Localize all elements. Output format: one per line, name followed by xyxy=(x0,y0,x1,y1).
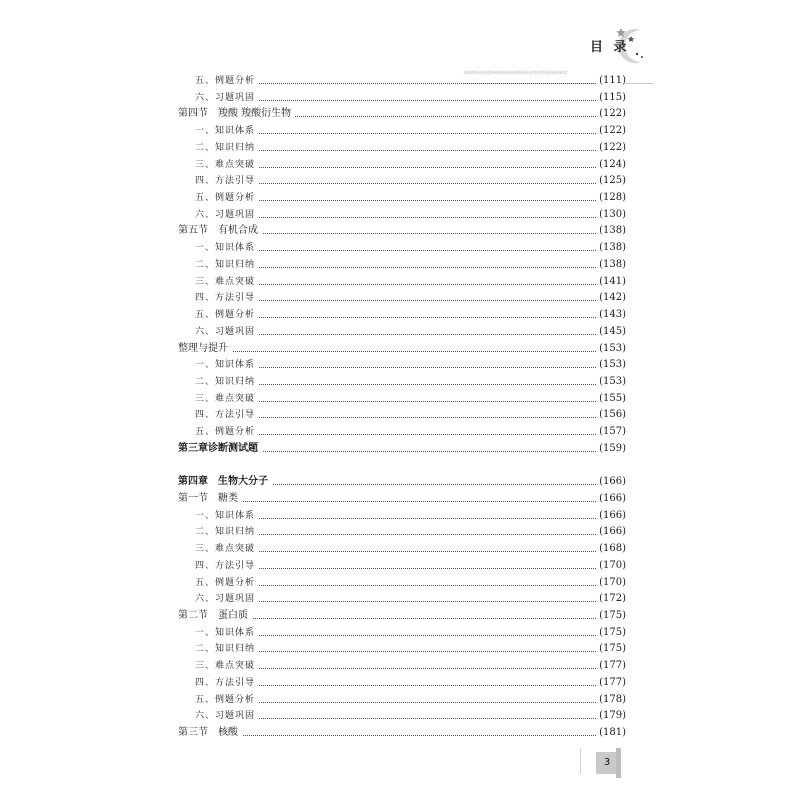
toc-entry xyxy=(178,441,626,458)
toc-entry xyxy=(178,106,626,123)
toc-entry-page: (153) xyxy=(596,357,626,374)
toc-entry-page: (178) xyxy=(596,692,626,709)
dot-leader xyxy=(195,551,626,552)
toc-entry-label: 一、知识体系 xyxy=(195,123,259,140)
toc-entry xyxy=(178,508,626,525)
toc-entry-label: 三、难点突破 xyxy=(195,391,259,408)
toc-entry xyxy=(178,625,626,642)
toc-entry-label: 六、习题巩固 xyxy=(195,207,259,224)
toc-entry xyxy=(178,558,626,575)
toc-entry xyxy=(178,290,626,307)
dot-leader xyxy=(195,183,626,184)
page-title: 目 录 xyxy=(590,40,630,55)
dot-leader xyxy=(195,300,626,301)
toc-entry-page: (130) xyxy=(596,207,626,224)
toc-entry-label: 二、知识归纳 xyxy=(195,257,259,274)
toc-entry-page: (141) xyxy=(596,274,626,291)
toc-entry-label: 五、例题分析 xyxy=(195,692,259,709)
dot-leader xyxy=(195,367,626,368)
toc-entry-label: 一、知识体系 xyxy=(195,625,259,642)
toc-entry-page: (145) xyxy=(596,324,626,341)
dot-leader xyxy=(195,568,626,569)
page-header xyxy=(463,22,653,78)
toc-entry xyxy=(178,541,626,558)
dot-leader xyxy=(195,585,626,586)
toc-entry xyxy=(178,240,626,257)
toc-entry xyxy=(178,692,626,709)
toc-entry-label: 四、方法引导 xyxy=(195,407,259,424)
toc-entry xyxy=(178,123,626,140)
dot-leader xyxy=(195,417,626,418)
dot-leader xyxy=(195,601,626,602)
dot-leader xyxy=(195,83,626,84)
toc-entry-label: 五、例题分析 xyxy=(195,73,259,90)
toc-entry xyxy=(178,524,626,541)
toc-entry-label: 第四章 生物大分子 xyxy=(178,474,272,491)
page-number-tab xyxy=(616,748,621,778)
dot-leader xyxy=(195,718,626,719)
toc-entry xyxy=(178,324,626,341)
toc-entry-label: 一、知识体系 xyxy=(195,240,259,257)
toc-entry xyxy=(178,257,626,274)
dot-leader xyxy=(195,518,626,519)
toc-entry-label: 一、知识体系 xyxy=(195,508,259,525)
toc-entry-label: 五、例题分析 xyxy=(195,424,259,441)
toc-entry-label: 第三节 核酸 xyxy=(178,725,242,742)
dot-leader xyxy=(195,635,626,636)
dot-leader xyxy=(195,284,626,285)
toc-entry-label: 三、难点突破 xyxy=(195,274,259,291)
toc-entry-page: (175) xyxy=(596,641,626,658)
dot-leader xyxy=(195,702,626,703)
toc-entry-label: 三、难点突破 xyxy=(195,541,259,558)
toc-entry xyxy=(178,474,626,491)
toc-entry xyxy=(178,675,626,692)
toc-entry xyxy=(178,223,626,240)
toc-entry-label: 五、例题分析 xyxy=(195,190,259,207)
dot-leader xyxy=(195,534,626,535)
toc-entry xyxy=(178,207,626,224)
toc-entry-label: 四、方法引导 xyxy=(195,290,259,307)
toc-entry-page: (115) xyxy=(596,90,626,107)
dot-leader xyxy=(195,685,626,686)
toc-entry-page: (138) xyxy=(596,240,626,257)
toc-entry-page: (125) xyxy=(596,173,626,190)
toc-entry-page: (157) xyxy=(596,424,626,441)
table-of-contents xyxy=(178,73,626,742)
toc-entry-page: (166) xyxy=(596,524,626,541)
dot-leader xyxy=(195,434,626,435)
dot-leader xyxy=(195,217,626,218)
toc-entry-page: (128) xyxy=(596,190,626,207)
dot-leader xyxy=(195,150,626,151)
toc-entry xyxy=(178,641,626,658)
toc-entry-label: 六、习题巩固 xyxy=(195,708,259,725)
toc-entry-label: 二、知识归纳 xyxy=(195,524,259,541)
toc-entry-label: 二、知识归纳 xyxy=(195,140,259,157)
toc-entry-label: 五、例题分析 xyxy=(195,575,259,592)
toc-entry-page: (122) xyxy=(596,140,626,157)
toc-entry-page: (168) xyxy=(596,541,626,558)
dot-leader xyxy=(178,735,626,736)
toc-entry-label: 五、例题分析 xyxy=(195,307,259,324)
toc-entry-label: 六、习题巩固 xyxy=(195,90,259,107)
dot-leader xyxy=(195,317,626,318)
dot-leader xyxy=(195,100,626,101)
toc-entry-page: (177) xyxy=(596,658,626,675)
toc-entry-page: (159) xyxy=(596,441,626,458)
dot-leader xyxy=(195,267,626,268)
toc-entry xyxy=(178,90,626,107)
toc-entry-label: 四、方法引导 xyxy=(195,558,259,575)
dot-leader xyxy=(195,334,626,335)
toc-entry-page: (142) xyxy=(596,290,626,307)
toc-entry xyxy=(178,407,626,424)
toc-entry xyxy=(178,491,626,508)
toc-entry-page: (175) xyxy=(596,608,626,625)
toc-entry-page: (172) xyxy=(596,591,626,608)
toc-entry-page: (175) xyxy=(596,625,626,642)
page-number: 3 xyxy=(596,752,618,774)
chevron-decoration: ‹‹‹‹‹‹‹‹‹‹‹‹‹‹‹‹‹‹‹‹‹‹‹‹‹‹‹‹‹‹‹‹‹‹‹‹‹‹‹‹ xyxy=(463,68,567,78)
toc-entry xyxy=(178,190,626,207)
dot-leader xyxy=(195,384,626,385)
toc-entry-page: (138) xyxy=(596,223,626,240)
toc-entry-label: 整理与提升 xyxy=(178,341,232,358)
toc-entry-page: (124) xyxy=(596,157,626,174)
toc-entry-label: 二、知识归纳 xyxy=(195,374,259,391)
toc-entry-label: 第三章诊断测试题 xyxy=(178,441,262,458)
dot-leader xyxy=(195,668,626,669)
toc-entry-page: (122) xyxy=(596,106,626,123)
toc-entry xyxy=(178,341,626,358)
page-number-divider xyxy=(580,748,581,774)
toc-entry-page: (138) xyxy=(596,257,626,274)
toc-entry-page: (166) xyxy=(596,491,626,508)
toc-entry-page: (170) xyxy=(596,575,626,592)
dot-leader xyxy=(195,200,626,201)
toc-entry-label: 三、难点突破 xyxy=(195,157,259,174)
toc-entry-page: (153) xyxy=(596,341,626,358)
toc-entry xyxy=(178,424,626,441)
dot-leader xyxy=(195,167,626,168)
toc-entry-label: 二、知识归纳 xyxy=(195,641,259,658)
toc-entry xyxy=(178,173,626,190)
toc-entry xyxy=(178,575,626,592)
toc-entry-page: (155) xyxy=(596,391,626,408)
toc-entry xyxy=(178,73,626,90)
toc-entry-page: (156) xyxy=(596,407,626,424)
toc-entry-label: 第一节 糖类 xyxy=(178,491,242,508)
toc-entry-label: 四、方法引导 xyxy=(195,675,259,692)
toc-entry-page: (122) xyxy=(596,123,626,140)
toc-entry-page: (143) xyxy=(596,307,626,324)
dot-leader xyxy=(195,401,626,402)
toc-entry-label: 六、习题巩固 xyxy=(195,591,259,608)
toc-entry-page: (166) xyxy=(596,508,626,525)
toc-entry-page: (153) xyxy=(596,374,626,391)
toc-entry xyxy=(178,658,626,675)
toc-entry-label: 三、难点突破 xyxy=(195,658,259,675)
toc-entry xyxy=(178,274,626,291)
toc-entry-label: 第四节 羧酸 羧酸衍生物 xyxy=(178,106,295,123)
toc-entry xyxy=(178,307,626,324)
toc-entry-page: (111) xyxy=(596,73,626,90)
toc-entry xyxy=(178,391,626,408)
toc-entry-page: (166) xyxy=(596,474,626,491)
toc-entry-label: 六、习题巩固 xyxy=(195,324,259,341)
toc-entry-label: 一、知识体系 xyxy=(195,357,259,374)
toc-entry xyxy=(178,374,626,391)
toc-entry-label: 第二节 蛋白质 xyxy=(178,608,252,625)
toc-entry xyxy=(178,357,626,374)
toc-entry xyxy=(178,140,626,157)
toc-entry xyxy=(178,157,626,174)
toc-entry xyxy=(178,608,626,625)
toc-entry-page: (170) xyxy=(596,558,626,575)
toc-entry xyxy=(178,591,626,608)
toc-entry-label: 四、方法引导 xyxy=(195,173,259,190)
toc-spacer xyxy=(178,458,626,475)
toc-entry xyxy=(178,708,626,725)
toc-entry-label: 第五节 有机合成 xyxy=(178,223,262,240)
toc-entry-page: (179) xyxy=(596,708,626,725)
dot-leader xyxy=(178,501,626,502)
dot-leader xyxy=(195,250,626,251)
dot-leader xyxy=(195,651,626,652)
dot-leader xyxy=(178,351,626,352)
toc-entry-page: (177) xyxy=(596,675,626,692)
toc-entry-page: (181) xyxy=(596,725,626,742)
toc-entry xyxy=(178,725,626,742)
dot-leader xyxy=(195,133,626,134)
